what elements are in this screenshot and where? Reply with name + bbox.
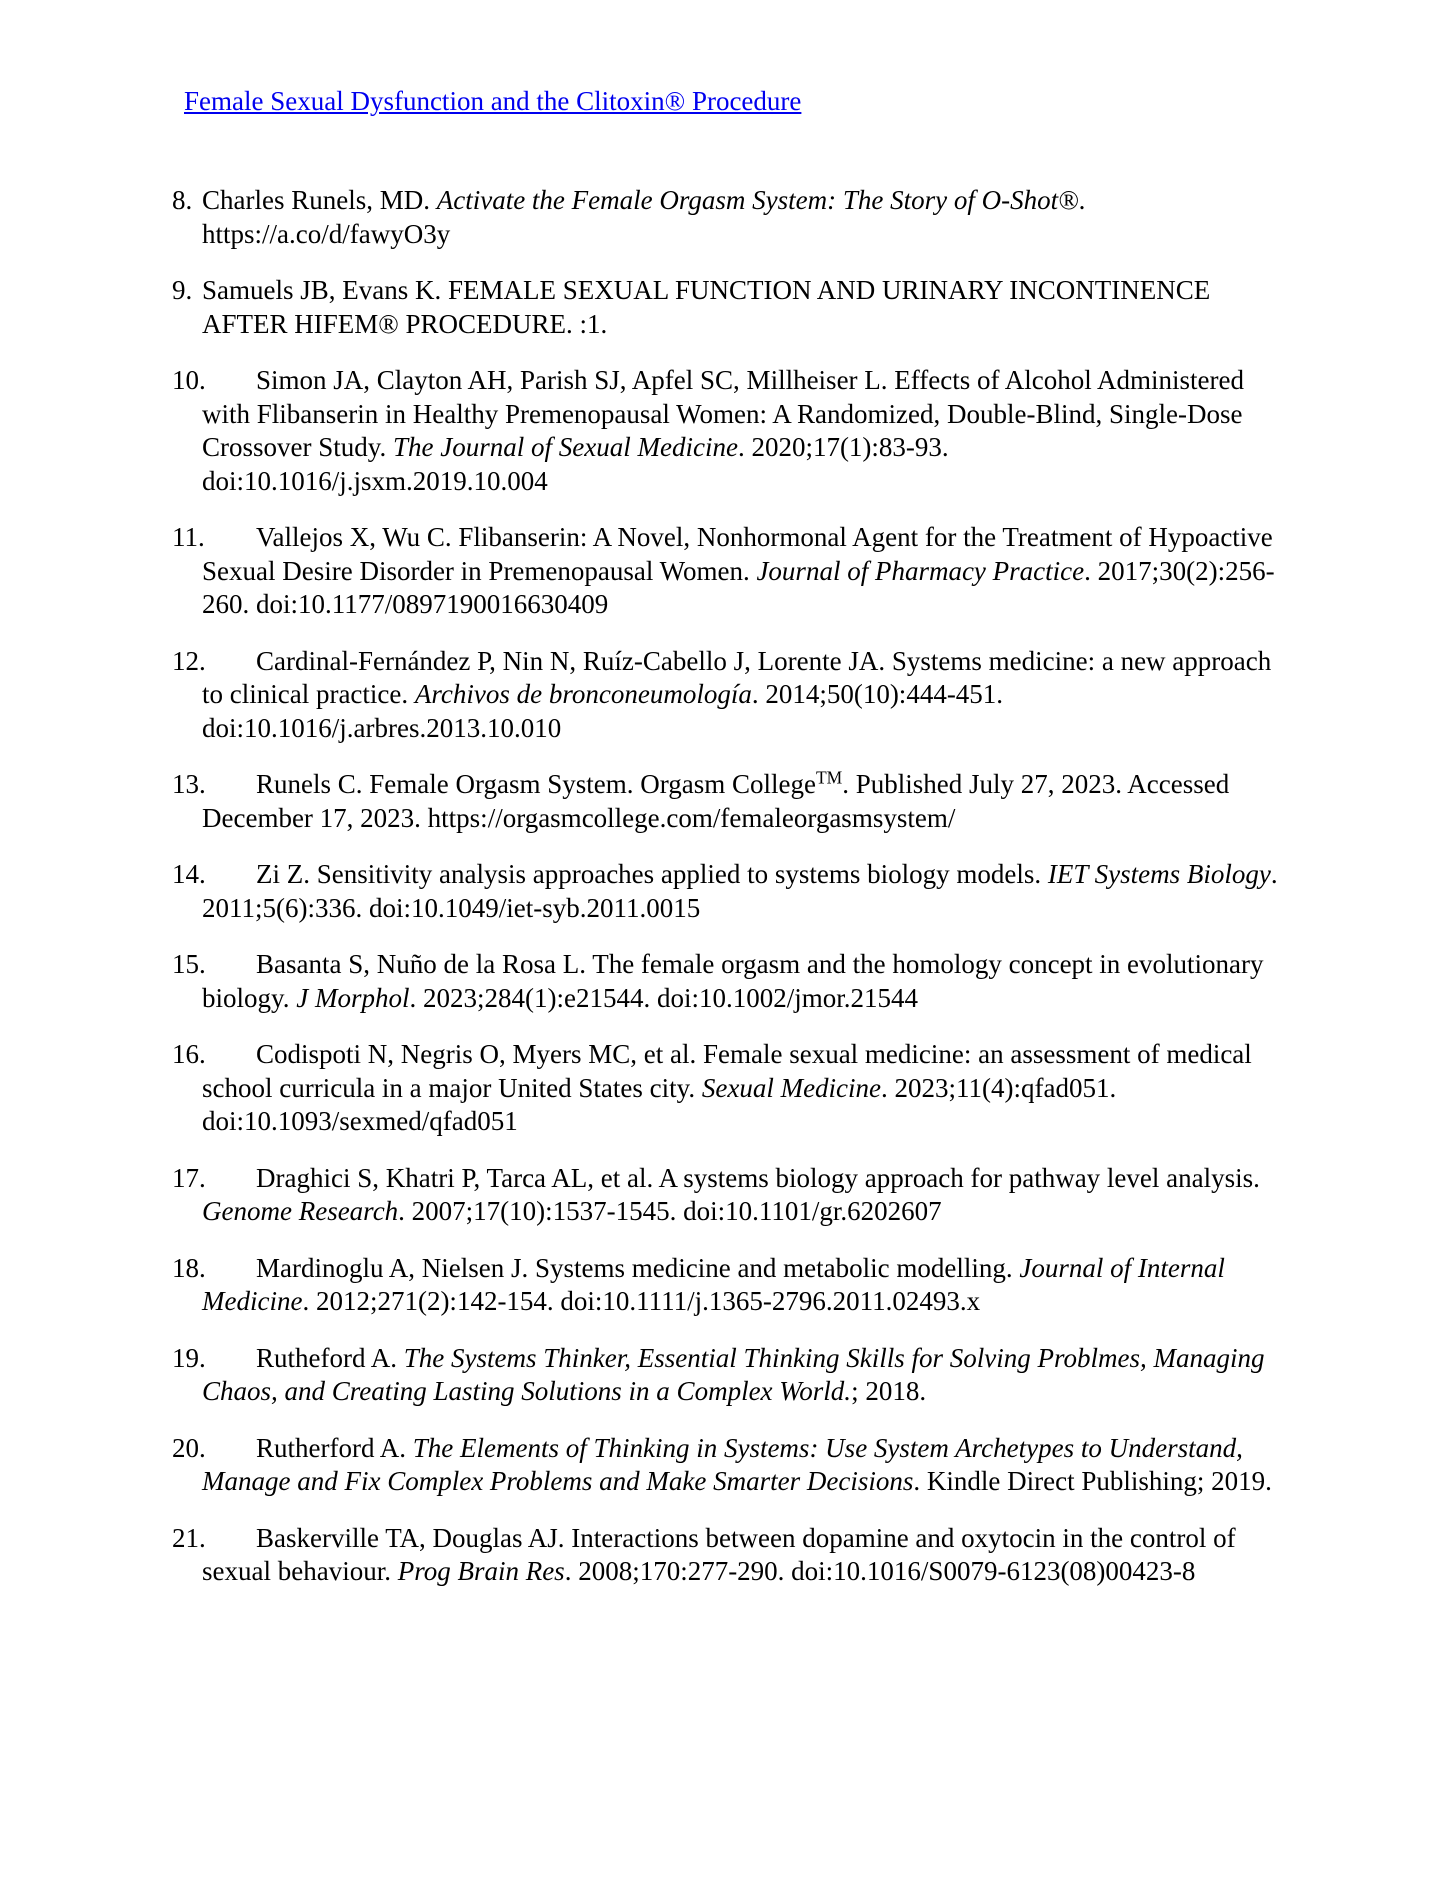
reference-item — [172, 184, 1292, 251]
reference-number: 11. — [172, 522, 205, 552]
reference-number: 14. — [172, 859, 206, 889]
reference-title: Journal of Pharmacy Practice — [756, 555, 1085, 586]
reference-segment: Basanta S, Nuño de la Rosa L. The female orgasm and the homology concept in evolutionary biology. — [202, 949, 1264, 1013]
reference-item — [172, 1038, 1292, 1139]
reference-segment: Simon JA, Clayton AH, Parish SJ, Apfel SC, Millheiser L. Effects of Alcohol Administered with Flibanserin in Healthy Premenopausal Women: A Randomized, Double-Blind, Single-Dose Crossover Study. — [202, 365, 1244, 462]
reference-text — [202, 1038, 1292, 1139]
reference-title: Sexual Medicine — [701, 1072, 882, 1103]
reference-number: 9. — [172, 275, 193, 305]
reference-text — [202, 1162, 1292, 1229]
reference-segment: . 2012;271(2):142-154. doi:10.1111/j.1365-2796.2011.02493.x — [302, 1286, 981, 1316]
reference-item — [172, 768, 1292, 835]
reference-number: 17. — [172, 1162, 206, 1193]
reference-segment: . 2008;170:277-290. doi:10.1016/S0079-6123(08)00423-8 — [564, 1556, 1196, 1586]
reference-segment: Runels C. Female Orgasm System. Orgasm College — [256, 769, 816, 799]
reference-segment: . https://a.co/d/fawyO3y — [202, 185, 1086, 249]
reference-list — [172, 184, 1292, 1589]
reference-segment: . 2007;17(10):1537-1545. doi:10.1101/gr.6202607 — [398, 1196, 942, 1226]
header-link[interactable]: Female Sexual Dysfunction and the Clitoxin® Procedure — [184, 86, 802, 116]
reference-text — [202, 1252, 1292, 1319]
reference-title: J Morphol — [296, 982, 410, 1013]
reference-segment: Draghici S, Khatri P, Tarca AL, et al. A systems biology approach for pathway level analysis. — [256, 1162, 1260, 1193]
reference-segment: Baskerville TA, Douglas AJ. Interactions between dopamine and oxytocin in the control of sexual behaviour. — [202, 1522, 1236, 1586]
reference-text — [202, 645, 1292, 746]
reference-number: 10. — [172, 365, 206, 395]
reference-segment: Charles Runels, MD. — [202, 185, 437, 215]
reference-title: Activate the Female Orgasm System: The Story of O-Shot® — [436, 185, 1079, 215]
reference-item — [172, 1522, 1292, 1589]
reference-item — [172, 1252, 1292, 1319]
reference-title: The Systems Thinker, Essential Thinking Skills for Solving Problmes, Managing Chaos, and Creating Lasting Solutions in a Complex World. — [202, 1342, 1265, 1406]
reference-item — [172, 858, 1292, 925]
reference-text — [202, 768, 1292, 835]
reference-segment: Cardinal-Fernández P, Nin N, Ruíz-Cabello J, Lorente JA. Systems medicine: a new approach to clinical practice. — [202, 645, 1272, 709]
reference-number: 20. — [172, 1432, 206, 1463]
reference-segment: Vallejos X, Wu C. Flibanserin: A Novel, Nonhormonal Agent for the Treatment of Hypoactive Sexual Desire Disorder in Premenopausal Women. — [202, 522, 1273, 586]
reference-item — [172, 274, 1292, 341]
reference-segment: . Kindle Direct Publishing; 2019. — [913, 1466, 1272, 1496]
reference-segment: Rutheford A. — [256, 1342, 404, 1373]
reference-segment: . 2017;30(2):256-260. doi:10.1177/0897190016630409 — [202, 555, 1275, 619]
trademark-superscript: TM — [815, 767, 843, 788]
reference-segment: . 2023;11(4):qfad051. doi:10.1093/sexmed/qfad051 — [202, 1072, 1117, 1136]
reference-text — [202, 1432, 1292, 1499]
reference-segment: . 2014;50(10):444-451. doi:10.1016/j.arbres.2013.10.010 — [202, 679, 1004, 743]
reference-number: 8. — [172, 185, 193, 215]
reference-title: Genome Research — [202, 1196, 399, 1226]
reference-number: 16. — [172, 1039, 206, 1069]
reference-segment: . 2020;17(1):83-93. doi:10.1016/j.jsxm.2019.10.004 — [202, 432, 949, 496]
reference-text — [202, 1522, 1292, 1589]
reference-text — [202, 858, 1292, 925]
reference-item — [172, 948, 1292, 1015]
reference-number: 19. — [172, 1342, 206, 1373]
reference-segment: . 2023;284(1):e21544. doi:10.1002/jmor.21544 — [409, 982, 918, 1013]
reference-text — [202, 274, 1292, 341]
reference-item — [172, 364, 1292, 498]
reference-item — [172, 1162, 1292, 1229]
reference-item — [172, 645, 1292, 746]
reference-item — [172, 1342, 1292, 1409]
reference-title: Archivos de bronconeumología — [414, 679, 752, 709]
reference-segment: Codispoti N, Negris O, Myers MC, et al. Female sexual medicine: an assessment of medical school curricula in a major United States city. — [202, 1039, 1252, 1103]
reference-title: Prog Brain Res — [397, 1556, 565, 1586]
reference-text — [202, 184, 1292, 251]
reference-segment: Rutherford A. — [256, 1432, 413, 1463]
reference-number: 18. — [172, 1252, 206, 1283]
reference-number: 15. — [172, 949, 206, 979]
reference-segment: Mardinoglu A, Nielsen J. Systems medicine and metabolic modelling. — [256, 1252, 1020, 1283]
reference-text — [202, 1342, 1292, 1409]
reference-title: Journal of Internal Medicine — [202, 1252, 1225, 1316]
reference-title: The Elements of Thinking in Systems: Use System Archetypes to Understand, Manage and Fix Complex Problems and Make Smarter Decisions — [202, 1432, 1243, 1496]
reference-text — [202, 364, 1292, 498]
reference-text — [202, 521, 1292, 622]
reference-text — [202, 948, 1292, 1015]
reference-segment: Zi Z. Sensitivity analysis approaches applied to systems biology models. — [256, 859, 1048, 889]
reference-number: 12. — [172, 645, 206, 676]
reference-title: The Journal of Sexual Medicine — [393, 432, 738, 462]
reference-segment: . 2011;5(6):336. doi:10.1049/iet-syb.2011.0015 — [202, 859, 1278, 923]
reference-segment: . Published July 27, 2023. Accessed December 17, 2023. https://orgasmcollege.com/femaleorgasmsystem/ — [202, 769, 1230, 833]
reference-number: 21. — [172, 1522, 206, 1553]
reference-item — [172, 1432, 1292, 1499]
reference-item — [172, 521, 1292, 622]
reference-number: 13. — [172, 769, 206, 799]
reference-segment: ; 2018. — [851, 1376, 927, 1406]
reference-title: IET Systems Biology — [1047, 859, 1271, 889]
reference-segment: Samuels JB, Evans K. FEMALE SEXUAL FUNCTION AND URINARY INCONTINENCE AFTER HIFEM® PROCEDURE. :1. — [202, 275, 1211, 339]
